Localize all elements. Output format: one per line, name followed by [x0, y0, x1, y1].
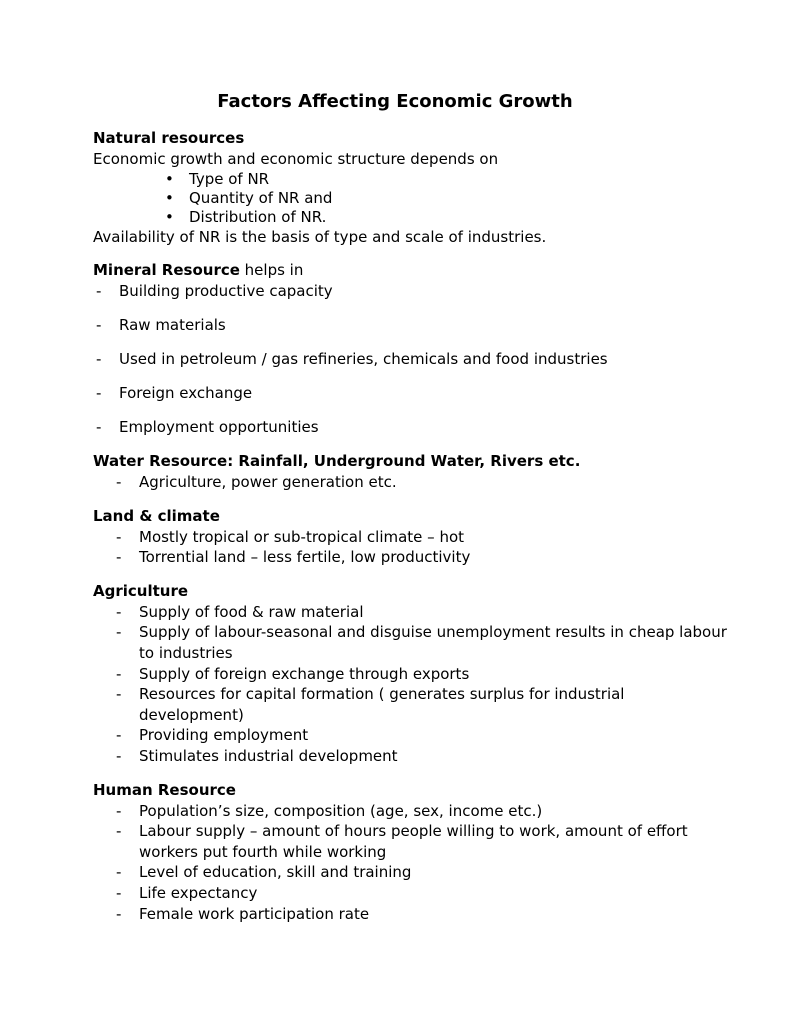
list-item: - Foreign exchange	[93, 383, 733, 404]
agriculture-heading: Agriculture	[93, 581, 189, 600]
list-item: - Resources for capital formation ( generates surplus for industrial development)	[93, 684, 733, 725]
list-item: - Mostly tropical or sub-tropical climate – hot	[93, 527, 733, 548]
list-item: - Labour supply – amount of hours people willing to work, amount of effort workers put fourth while working	[93, 821, 733, 862]
list-item: - Used in petroleum / gas refineries, chemicals and food industries	[93, 349, 733, 370]
section-mineral-resource	[93, 260, 733, 438]
list-item: - Building productive capacity	[93, 281, 733, 302]
list-item: - Supply of labour-seasonal and disguise unemployment results in cheap labour to industries	[93, 622, 733, 663]
list-item: - Stimulates industrial development	[93, 746, 733, 767]
list-item: - Providing employment	[93, 725, 733, 746]
mineral-heading-suffix: helps in	[239, 261, 304, 279]
mineral-list	[93, 281, 733, 438]
mineral-heading-line	[93, 260, 733, 281]
natural-bullet-list	[93, 170, 733, 227]
agriculture-list	[93, 602, 733, 767]
list-item: • Distribution of NR.	[93, 208, 733, 227]
document-title: Factors Affecting Economic Growth	[217, 91, 573, 112]
human-list	[93, 801, 733, 925]
list-item: - Female work participation rate	[93, 904, 733, 925]
list-item: - Life expectancy	[93, 883, 733, 904]
land-heading: Land & climate	[93, 506, 220, 525]
list-item: • Type of NR	[93, 170, 733, 189]
mineral-heading: Mineral Resource	[93, 261, 240, 279]
section-human-resource	[93, 780, 733, 925]
water-heading: Water Resource: Rainfall, Underground Water, Rivers etc.	[93, 452, 581, 470]
list-item: - Employment opportunities	[93, 417, 733, 438]
list-item: • Quantity of NR and	[93, 189, 733, 208]
list-item: - Supply of foreign exchange through exports	[93, 664, 733, 685]
list-item: - Torrential land – less fertile, low productivity	[93, 547, 733, 568]
natural-heading: Natural resources	[93, 129, 245, 147]
natural-intro: Economic growth and economic structure depends on	[93, 150, 499, 168]
document-page	[93, 88, 733, 924]
water-list	[93, 472, 733, 493]
list-item: - Level of education, skill and training	[93, 862, 733, 883]
list-item: - Population’s size, composition (age, sex, income etc.)	[93, 801, 733, 822]
list-item: - Agriculture, power generation etc.	[93, 472, 733, 493]
section-agriculture	[93, 581, 733, 767]
land-list	[93, 527, 733, 568]
section-land-climate	[93, 506, 733, 568]
list-item: - Raw materials	[93, 315, 733, 336]
section-natural-resources	[93, 128, 733, 248]
human-heading: Human Resource	[93, 780, 236, 799]
natural-outro: Availability of NR is the basis of type and scale of industries.	[93, 228, 547, 246]
list-item: - Supply of food & raw material	[93, 602, 733, 623]
section-water-resource	[93, 451, 733, 493]
